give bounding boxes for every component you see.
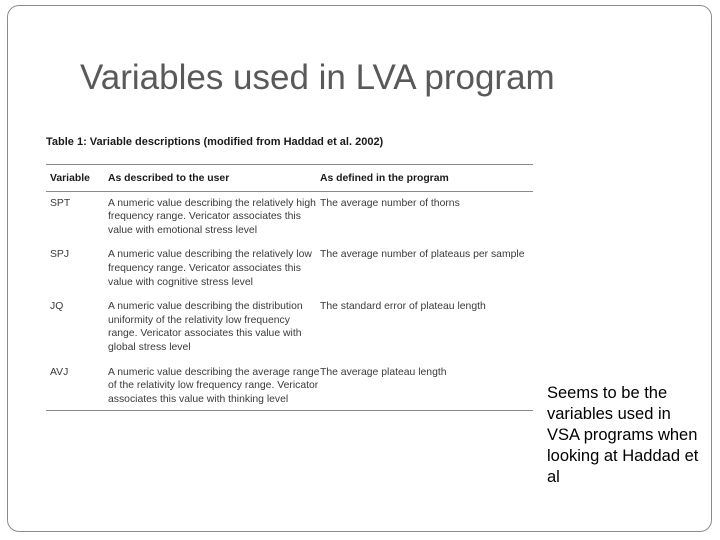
table-caption: Table 1: Variable descriptions (modified from Haddad et al. 2002) <box>46 136 533 165</box>
side-note: Seems to be the variables used in VSA programs when looking at Haddad et al <box>547 384 699 486</box>
table-row <box>46 191 533 243</box>
variable-table <box>46 165 533 411</box>
table-row <box>46 243 533 295</box>
cell-described: A numeric value describing the average range of the relativity low frequency range. Vericator associates this value with thinking level <box>108 361 320 411</box>
header-variable: Variable <box>46 165 108 191</box>
cell-defined: The average plateau length <box>320 361 533 411</box>
cell-defined: The standard error of plateau length <box>320 301 486 313</box>
variable-table-figure <box>46 136 533 411</box>
cell-variable: SPJ <box>50 249 70 261</box>
cell-described: A numeric value describing the relatively high frequency range. Vericator associates this value with emotional stress level <box>108 197 316 236</box>
table-header-row <box>46 165 533 191</box>
cell-defined: The average number of plateaus per sample <box>320 249 525 261</box>
cell-defined: The average number of thorns <box>320 197 460 209</box>
cell-described: A numeric value describing the relatively low frequency range. Vericator associates this value with cognitive stress level <box>108 249 312 288</box>
cell-described: A numeric value describing the distribution uniformity of the relativity low frequency range. Vericator associates this value with global stress level <box>108 301 303 353</box>
header-described: As described to the user <box>108 165 320 191</box>
cell-variable: AVJ <box>46 361 108 411</box>
slide-title: Variables used in LVA program <box>80 58 555 97</box>
header-defined: As defined in the program <box>320 165 533 191</box>
cell-variable: JQ <box>50 301 64 313</box>
table-row <box>46 361 533 411</box>
cell-variable: SPT <box>50 197 71 209</box>
table-row <box>46 295 533 360</box>
